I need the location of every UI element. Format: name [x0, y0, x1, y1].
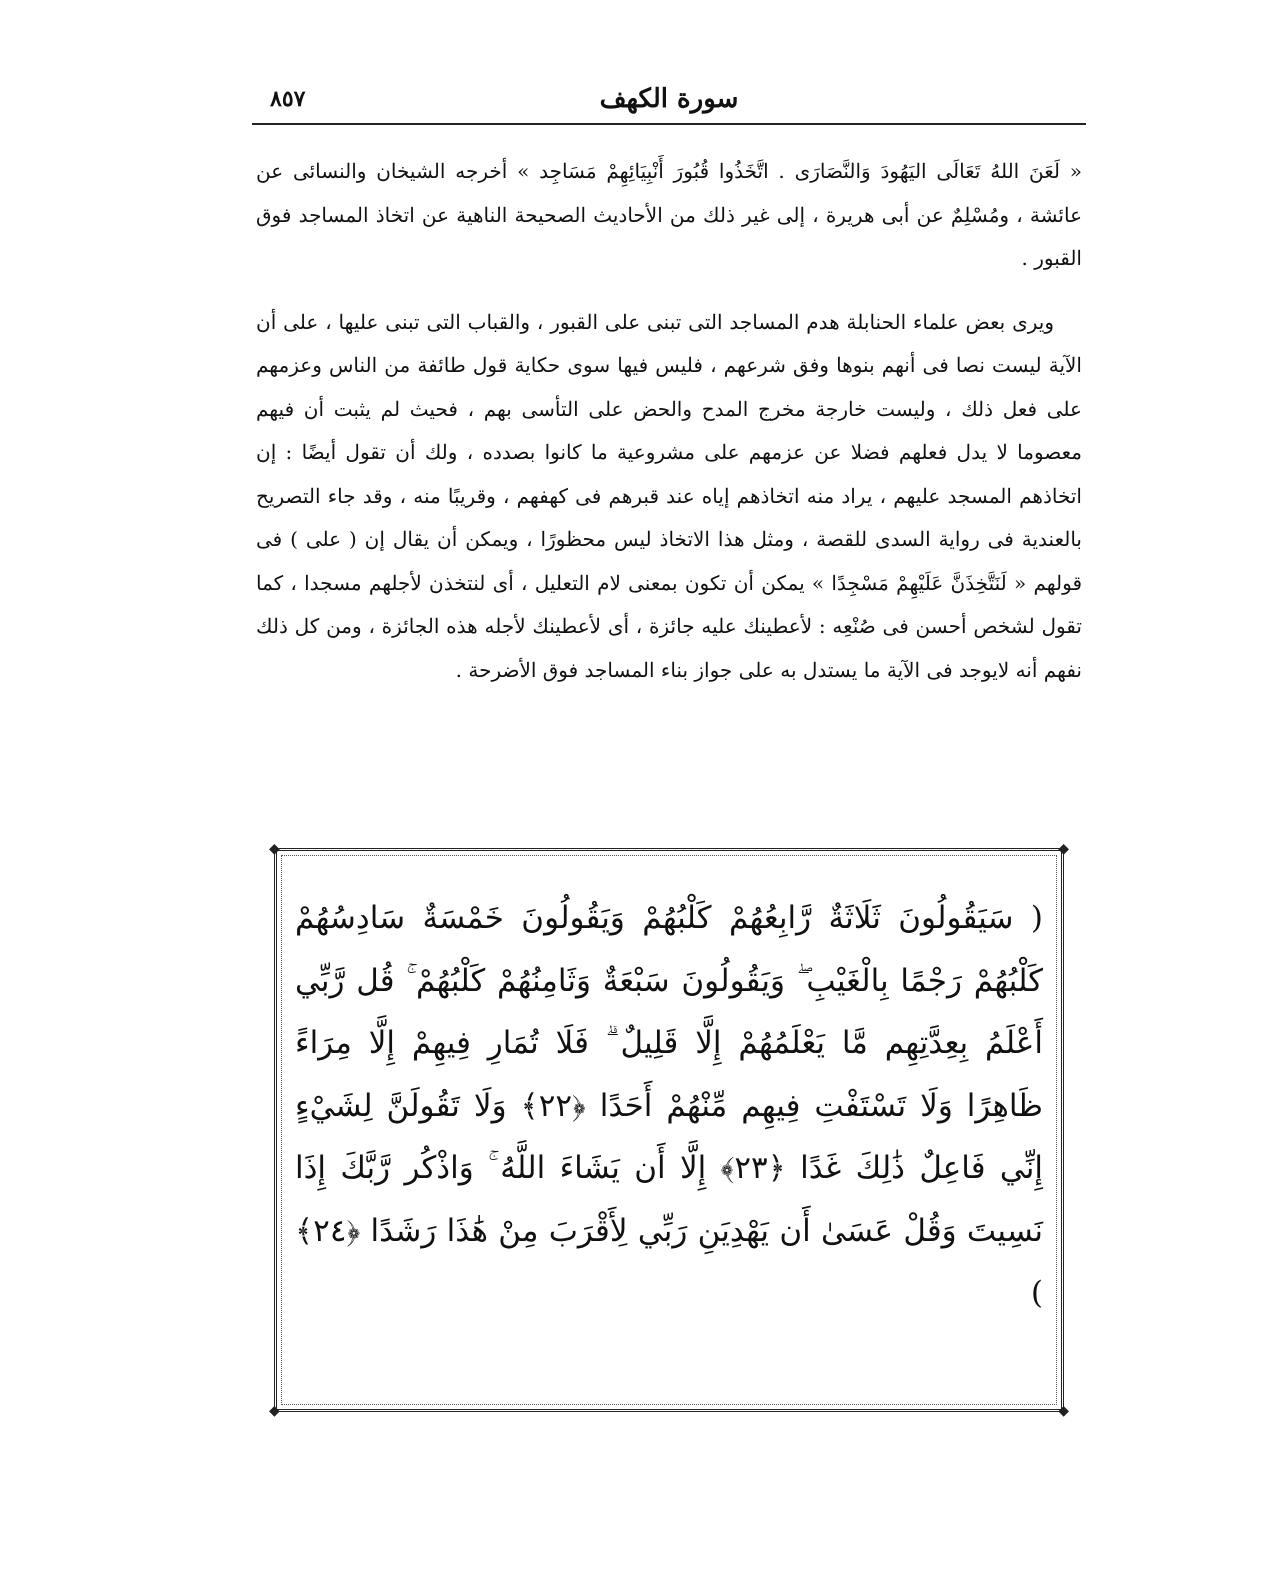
corner-ornament-icon: ◆ [1058, 841, 1069, 857]
page-number: ٨٥٧ [270, 86, 306, 112]
paragraph-hanbali-opinion: ويرى بعض علماء الحنابلة هدم المساجد التى تبنى على القبور ، والقباب التى تبنى عليها ، على أن الآية ليست نصا فى أنهم بنوها وفق شرعهم ، فليس فيها سوى حكاية قول طائفة من الناس وعزمهم على فعل ذلك ، وليست خارجة مخرج المدح والحض على التأسى بهم ، فحيث لم يثبت أن فيهم معصوما لا يدل فعلهم فضلا عن عزمهم على مشروعية ما كانوا بصدده ، ولك أن تقول أيضًا : إن اتخاذهم المسجد عليهم ، يراد منه اتخاذهم إياه عند قبرهم فى كهفهم ، وقريبًا منه ، وقد جاء التصريح بالعندية فى رواية السدى للقصة ، ومثل هذا الاتخاذ ليس محظورًا ، ويمكن أن يقال إن ( على ) فى قولهم « لَنَتَّخِذَنَّ عَلَيْهِمْ مَسْجِدًا » يمكن أن تكون بمعنى لام التعليل ، أى لنتخذن لأجلهم مسجدا ، كما تقول لشخص أحسن فى صُنْعِه : لأعطينك عليه جائزة ، أى لأعطينك لأجله هذه الجائزة ، ومن كل ذلك نفهم أنه لايوجد فى الآية ما يستدل به على جواز بناء المساجد فوق الأضرحة . [256, 309, 1082, 682]
quran-verses: ( سَيَقُولُونَ ثَلَاثَةٌ رَّابِعُهُمْ كَلْبُهُمْ وَيَقُولُونَ خَمْسَةٌ سَادِسُهُمْ كَلْبُهُمْ رَجْمًا بِالْغَيْبِ ۖ وَيَقُولُونَ سَبْعَةٌ وَثَامِنُهُمْ كَلْبُهُمْ ۚ قُل رَّبِّي أَعْلَمُ بِعِدَّتِهِم مَّا يَعْلَمُهُمْ إِلَّا قَلِيلٌ ۗ فَلَا تُمَارِ فِيهِمْ إِلَّا مِرَاءً ظَاهِرًا وَلَا تَسْتَفْتِ فِيهِم مِّنْهُمْ أَحَدًا ﴿٢٢﴾ وَلَا تَقُولَنَّ لِشَيْءٍ إِنِّي فَاعِلٌ ذَٰلِكَ غَدًا ﴿٢٣﴾ إِلَّا أَن يَشَاءَ اللَّهُ ۚ وَاذْكُر رَّبَّكَ إِذَا نَسِيتَ وَقُلْ عَسَىٰ أَن يَهْدِيَنِ رَبِّي لِأَقْرَبَ مِنْ هَٰذَا رَشَدًا ﴿٢٤﴾ ) [295, 900, 1043, 1311]
header-rule [252, 123, 1086, 125]
quran-verse-frame [269, 841, 1069, 1419]
corner-ornament-icon: ◆ [269, 841, 280, 857]
corner-ornament-icon: ◆ [269, 1403, 280, 1419]
commentary-text [256, 150, 1082, 692]
paragraph-hadith: « لَعَنَ اللهُ تَعَالَى اليَهُودَ وَالنَّصَارَى . اتَّخَذُوا قُبُورَ أَنْبِيَائِهِمْ مَسَاجِد » أخرجه الشيخان والنسائى عن عائشة ، ومُسْلِمٌ عن أبى هريرة ، إلى غير ذلك من الأحاديث الصحيحة الناهية عن اتخاذ المساجد فوق القبور . [256, 159, 1082, 270]
corner-ornament-icon: ◆ [1058, 1403, 1069, 1419]
surah-title: سورة الكهف [599, 84, 739, 114]
page-header [252, 80, 1086, 124]
